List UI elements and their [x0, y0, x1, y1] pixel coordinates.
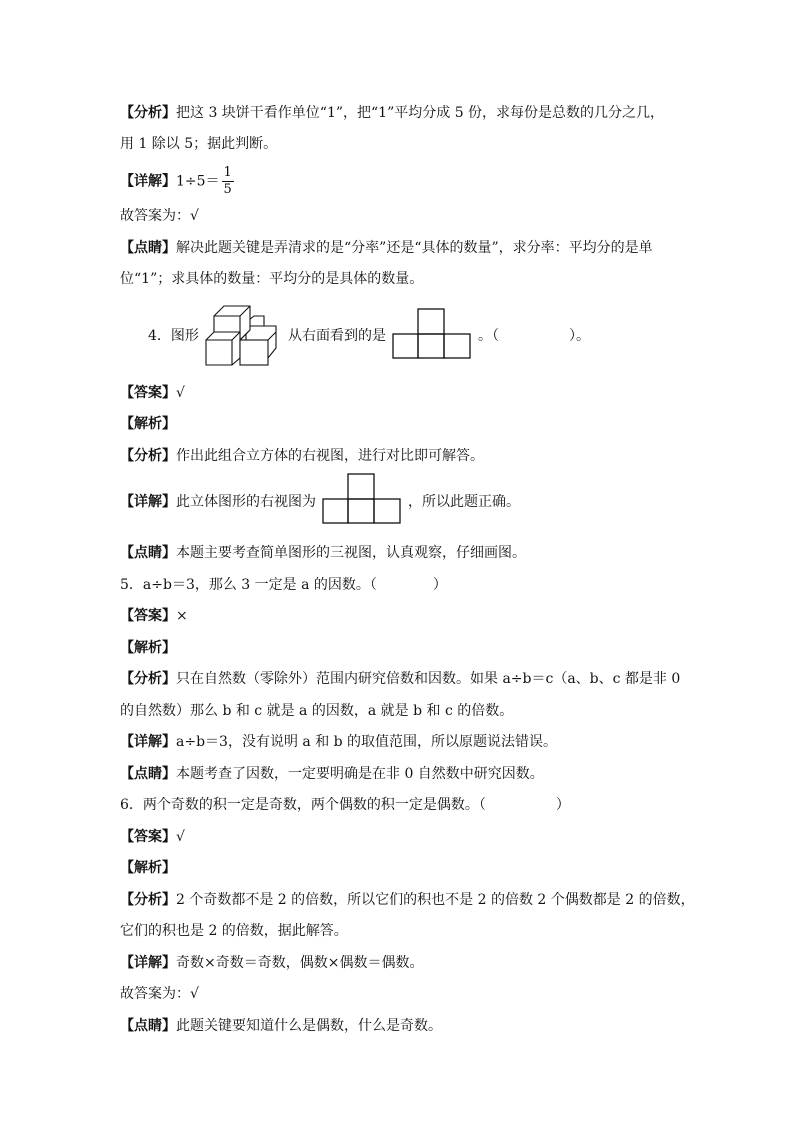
q6-dianjing-line: 【点睛】此题关键要知道什么是偶数，什么是奇数。 — [120, 1018, 442, 1034]
detail-line — [120, 166, 234, 197]
right-view-figure — [392, 308, 472, 360]
q5-answer-mark: × — [176, 608, 188, 624]
right-view-figure-2 — [322, 473, 402, 525]
q6-answer-line: 【答案】√ — [120, 829, 185, 845]
q5-fenxi-line-1: 【分析】只在自然数（零除外）范围内研究倍数和因数。如果 a÷b＝c（a、b、c 都是非 0 — [120, 671, 681, 687]
fraction-numerator: 1 — [223, 165, 232, 180]
question-5: 5．a÷b＝3，那么 3 一定是 a 的因数。（ ） — [120, 577, 447, 593]
analysis-line-1 — [120, 105, 664, 121]
analysis-text-cont: 用 1 除以 5；据此判断。 — [120, 136, 278, 152]
answer-summary-line — [120, 208, 199, 224]
cube-stack-figure — [204, 302, 280, 366]
q5-xiangjie-line: 【详解】a÷b＝3，没有说明 a 和 b 的取值范围，所以原题说法错误。 — [120, 734, 558, 750]
q4-xiangjie-line: 【详解】此立体图形的右视图为 — [120, 494, 316, 510]
q6-jiexi-line: 【解析】 — [120, 860, 176, 876]
fraction-denominator: 5 — [223, 182, 232, 197]
detail-tag: 【详解】 — [120, 173, 176, 190]
key-point-line-1 — [120, 240, 653, 256]
q5-dianjing-line: 【点睛】本题考查了因数，一定要明确是在非 0 自然数中研究因数。 — [120, 766, 544, 782]
analysis-tag: 【分析】 — [120, 105, 176, 121]
q5-jiexi-line: 【解析】 — [120, 640, 176, 656]
q6-summary-line: 故答案为：√ — [120, 986, 199, 1002]
key-point-line-2 — [120, 271, 423, 287]
q5-answer-line: 【答案】× — [120, 608, 188, 624]
q5-fenxi-line-2: 的自然数）那么 b 和 c 就是 a 的因数，a 就是 b 和 c 的倍数。 — [120, 703, 514, 719]
q4-xiangjie-after: ，所以此题正确。 — [408, 494, 520, 510]
q4-dianjing-line: 【点睛】本题主要考查简单图形的三视图，认真观察，仔细画图。 — [120, 545, 526, 561]
question-4-number: 4．图形 — [148, 328, 199, 344]
q6-fenxi-line-1: 【分析】2 个奇数都不是 2 的倍数，所以它们的积也不是 2 的倍数 2 个偶数都是 2 的倍数， — [120, 892, 695, 908]
q6-fenxi-line-2: 它们的积也是 2 的倍数，据此解答。 — [120, 923, 348, 939]
question-6: 6．两个奇数的积一定是奇数，两个偶数的积一定是偶数。（ ） — [120, 797, 570, 813]
analysis-text: 把这 3 块饼干看作单位“1”，把“1”平均分成 5 份，求每份是总数的几分之几， — [176, 105, 665, 121]
answer-summary-text: 故答案为：√ — [120, 208, 199, 224]
key-point-text: 解决此题关键是弄清求的是“分率”还是“具体的数量”，求分率：平均分的是单 — [176, 240, 653, 256]
question-4-end: 。（ ）。 — [478, 328, 590, 344]
key-point-tag: 【点睛】 — [120, 240, 176, 256]
q6-xiangjie-line: 【详解】奇数×奇数＝奇数，偶数×偶数＝偶数。 — [120, 955, 424, 971]
q4-answer-line: 【答案】√ — [120, 385, 185, 401]
key-point-text-cont: 位“1”；求具体的数量：平均分的是具体的数量。 — [120, 271, 424, 287]
question-4-mid: 从右面看到的是 — [288, 328, 386, 344]
q6-answer-mark: √ — [176, 829, 185, 845]
fraction-one-fifth — [222, 166, 234, 197]
q4-jiexi-line: 【解析】 — [120, 416, 176, 432]
detail-text: 1÷5＝ — [176, 173, 220, 190]
q4-answer-mark: √ — [176, 385, 185, 401]
analysis-line-2 — [120, 136, 277, 152]
q4-fenxi-line: 【分析】作出此组合立方体的右视图，进行对比即可解答。 — [120, 448, 484, 464]
